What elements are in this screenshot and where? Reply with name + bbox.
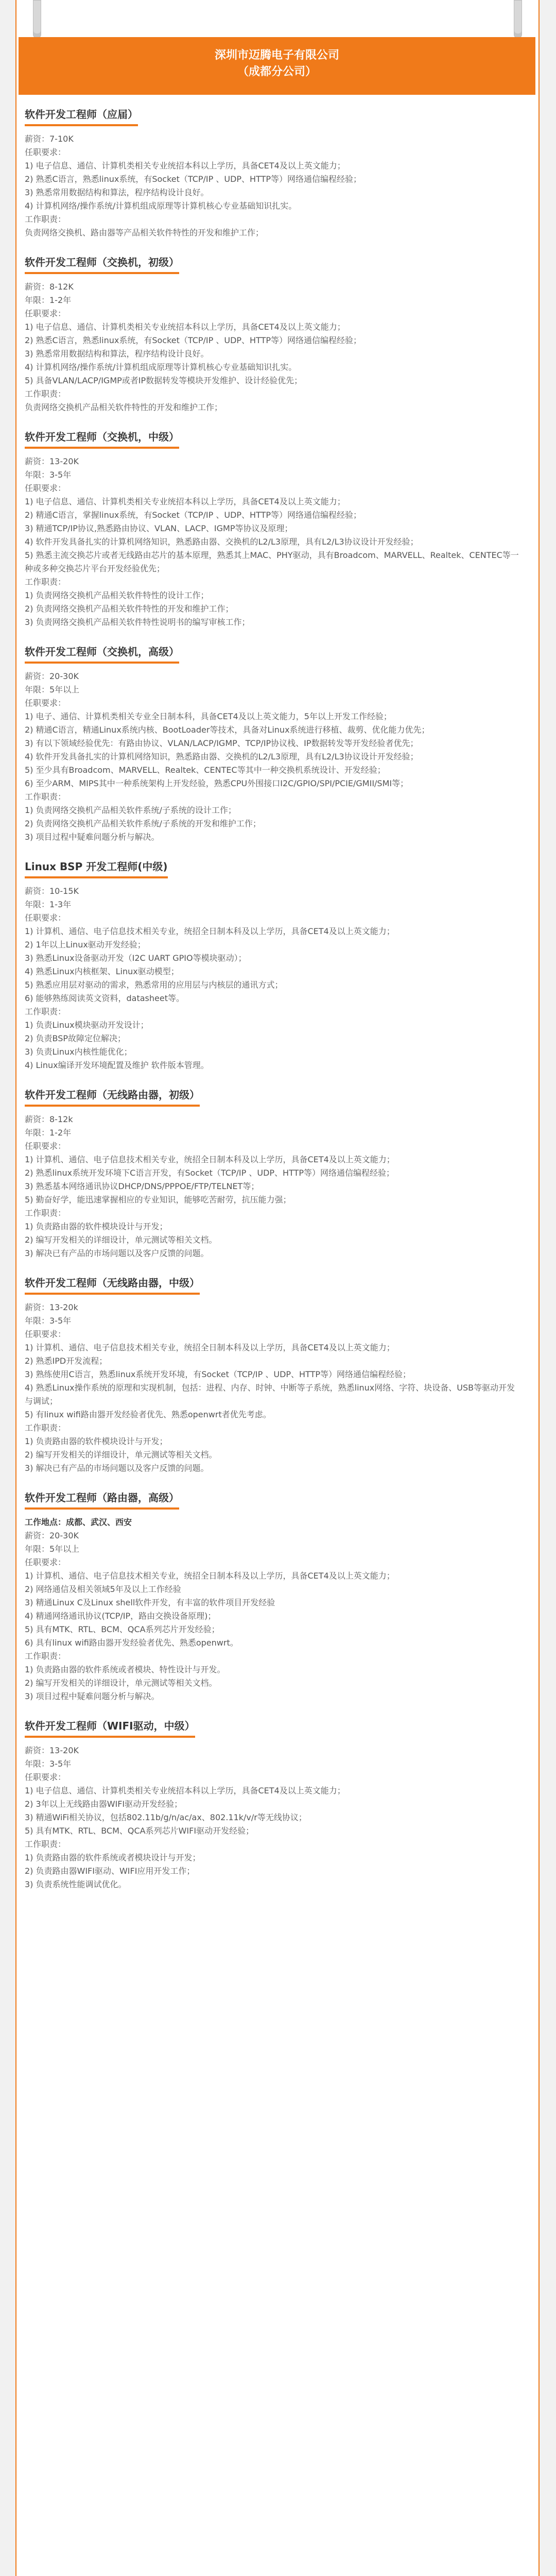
job-title: 软件开发工程师（WIFI驱动，中级） xyxy=(25,1718,195,1738)
job-detail-line: 薪资：10-15K xyxy=(25,886,79,896)
job-detail-line: 工作职责： xyxy=(25,1651,66,1661)
job-detail-line: 3) 解决已有产品的市场问题以及客户反馈的问题。 xyxy=(25,1463,209,1473)
job-detail-line: 3) 精通TCP/IP协议,熟悉路由协议、VLAN、LACP、IGMP等协议及原理； xyxy=(25,523,293,533)
company-name: 深圳市迈腾电子有限公司 xyxy=(214,49,339,62)
job-detail-line: 工作职责： xyxy=(25,1839,66,1849)
job-detail-line: 4) 软件开发具备扎实的计算机网络知识，熟悉路由器、交换机的L2/L3原理，具有L2/L3协议设计开发经验； xyxy=(25,537,419,547)
job-detail-line: 3) 负责系统性能调试优化。 xyxy=(25,1879,127,1889)
job-detail-line: 年限：3-5年 xyxy=(25,1759,72,1769)
job-detail-line: 薪资：8-12k xyxy=(25,1114,73,1124)
job-detail-line: 工作职责： xyxy=(25,214,66,224)
job-detail-line: 任职要求： xyxy=(25,1557,66,1567)
job-detail-line: 2) 负责BSP故障定位解决； xyxy=(25,1033,126,1043)
job-detail-line: 1) 负责Linux模块驱动开发设计； xyxy=(25,1020,149,1030)
job-detail-line: 2) 熟悉C语言，熟悉linux系统，有Socket（TCP/IP 、UDP、HTTP等）网络通信编程经验； xyxy=(25,335,362,345)
job-detail-line: 1) 电子信息、通信、计算机类相关专业统招本科以上学历，具备CET4及以上英文能力； xyxy=(25,161,345,171)
job-detail-line: 薪资：20-30K xyxy=(25,671,79,681)
job-detail-line: 工作职责： xyxy=(25,1423,66,1433)
job-detail-line: 4) 熟悉Linux操作系统的原理和实现机制，包括：进程、内存、时钟、中断等子系统，熟悉linux网络、字符、块设备、USB等驱动开发与调试； xyxy=(25,1383,515,1406)
job-detail-line: 年限：3-5年 xyxy=(25,470,72,480)
job-detail-line: 6) 至少ARM、MIPS其中一种系统架构上开发经验，熟悉CPU外围接口I2C/GPIO/SPI/PCIE/GMII/SMI等； xyxy=(25,778,409,788)
job-detail-line: 2) 编写开发相关的详细设计，单元测试等相关文档。 xyxy=(25,1678,217,1688)
job-detail-line: 5) 至少具有Broadcom、MARVELL、Realtek、CENTEC等其中一种交换机系统设计、开发经验； xyxy=(25,765,386,775)
job-detail-line: 3) 项目过程中疑难问题分析与解决。 xyxy=(25,832,160,842)
job-detail-line: 4) 软件开发具备扎实的计算机网络知识，熟悉路由器、交换机的L2/L3原理，具有L2/L3协议设计开发经验； xyxy=(25,752,419,761)
job-detail-line: 工作职责： xyxy=(25,1208,66,1218)
job-detail-line: 1) 负责路由器的软件模块设计与开发； xyxy=(25,1436,168,1446)
job-detail-line: 1) 负责路由器的软件模块设计与开发； xyxy=(25,1222,168,1231)
job-detail-line: 工作地点：成都、武汉、西安 xyxy=(25,1517,132,1527)
job-section xyxy=(25,429,519,629)
job-detail-line: 1) 计算机、通信、电子信息技术相关专业，统招全日制本科及以上学历，具备CET4及以上英文能力； xyxy=(25,1571,395,1581)
job-detail-line: 任职要求： xyxy=(25,1141,66,1151)
job-detail-line: 4) 熟悉Linux内核框架、Linux驱动模型； xyxy=(25,967,179,976)
binder-clip-left xyxy=(33,0,41,38)
job-section xyxy=(25,106,519,240)
job-detail-line: 2) 网络通信及相关领域5年及以上工作经验 xyxy=(25,1584,181,1594)
job-detail-line: 3) 熟悉常用数据结构和算法，程序结构设计良好。 xyxy=(25,349,209,359)
job-detail-line: 1) 负责路由器的软件系统或者模块、特性设计与开发。 xyxy=(25,1665,225,1674)
job-detail-line: 任职要求： xyxy=(25,1329,66,1339)
job-section xyxy=(25,1718,519,1891)
job-detail-line: 1) 电子、通信、计算机类相关专业全日制本科，具备CET4及以上英文能力，5年以上开发工作经验； xyxy=(25,711,392,721)
job-detail-line: 5) 具备VLAN/LACP/IGMP或者IP数据转发等模块开发维护、设计经验优先； xyxy=(25,376,303,385)
branch-name: （成都分公司） xyxy=(237,65,317,78)
job-title: 软件开发工程师（应届） xyxy=(25,106,138,126)
job-detail-line: 任职要求： xyxy=(25,913,66,923)
job-detail-line: 2) 1年以上Linux驱动开发经验； xyxy=(25,940,146,950)
job-detail-line: 年限：5年以上 xyxy=(25,1544,80,1554)
job-detail-line: 3) 项目过程中疑难问题分析与解决。 xyxy=(25,1691,160,1701)
job-detail-line: 3) 有以下领域经验优先：有路由协议、VLAN/LACP/IGMP、TCP/IP协议栈、IP数据转发等开发经验者优先； xyxy=(25,738,419,748)
job-detail-line: 工作职责： xyxy=(25,1007,66,1016)
job-detail-line: 任职要求： xyxy=(25,483,66,493)
header-banner xyxy=(19,37,535,95)
job-detail-line: 1) 电子信息、通信、计算机类相关专业统招本科以上学历，具备CET4及以上英文能力； xyxy=(25,1786,345,1795)
job-detail-line: 4) 精通网络通讯协议(TCP/IP，路由交换设备原理)； xyxy=(25,1611,216,1621)
job-detail-line: 2) 编写开发相关的详细设计，单元测试等相关文档。 xyxy=(25,1450,217,1460)
job-detail-line: 工作职责： xyxy=(25,389,66,399)
job-detail-line: 2) 熟悉IPD开发流程； xyxy=(25,1356,108,1366)
job-detail-line: 2) 负责路由器WIFI驱动、WIFI应用开发工作； xyxy=(25,1866,195,1876)
job-section xyxy=(25,858,519,1072)
job-detail-line: 5) 具有MTK、RTL、BCM、QCA系列芯片开发经验； xyxy=(25,1624,220,1634)
job-detail-line: 薪资：13-20K xyxy=(25,1745,79,1755)
job-detail-line: 4) 计算机网络/操作系统/计算机组成原理等计算机核心专业基础知识扎实。 xyxy=(25,201,297,211)
job-title: 软件开发工程师（无线路由器，中级） xyxy=(25,1275,200,1295)
job-detail-line: 2) 精通C语言，掌握linux系统，有Socket（TCP/IP 、UDP、HTTP等）网络通信编程经验； xyxy=(25,510,362,520)
job-detail-line: 薪资：8-12K xyxy=(25,282,74,292)
job-detail-line: 负责网络交换机、路由器等产品相关软件特性的开发和维护工作； xyxy=(25,228,264,238)
job-detail-line: 1) 电子信息、通信、计算机类相关专业统招本科以上学历，具备CET4及以上英文能力； xyxy=(25,497,345,506)
job-detail-line: 薪资：13-20k xyxy=(25,1302,78,1312)
job-detail-line: 6) 具有linux wifi路由器开发经验者优先、熟悉openwrt。 xyxy=(25,1638,238,1648)
job-title: 软件开发工程师（路由器，高级） xyxy=(25,1489,179,1510)
job-detail-line: 3) 精通Linux C及Linux shell软件开发，有丰富的软件项目开发经验 xyxy=(25,1598,275,1607)
job-detail-line: 6) 能够熟练阅读英文资料，datasheet等。 xyxy=(25,993,184,1003)
job-detail-line: 年限：1-2年 xyxy=(25,1128,72,1138)
job-section xyxy=(25,1489,519,1703)
job-title: 软件开发工程师（交换机，初级） xyxy=(25,254,179,274)
job-detail-line: 薪资：20-30K xyxy=(25,1531,79,1540)
job-detail-line: 3) 熟悉Linux设备驱动开发（I2C UART GPIO等模块驱动）； xyxy=(25,953,247,963)
job-detail-line: 3) 负责网络交换机产品相关软件特性说明书的编写审核工作； xyxy=(25,617,250,627)
job-title: Linux BSP 开发工程师(中级) xyxy=(25,858,168,878)
job-detail-line: 1) 计算机、通信、电子信息技术相关专业，统招全日制本科及以上学历，具备CET4及以上英文能力； xyxy=(25,926,395,936)
job-detail-line: 5) 勤奋好学，能迅速掌握相应的专业知识，能够吃苦耐劳，抗压能力强； xyxy=(25,1195,291,1205)
job-detail-line: 2) 精通C语言，精通Linux系统内核、BootLoader等技术，具备对Linux系统进行移植、裁剪、优化能力优先； xyxy=(25,725,430,735)
job-section xyxy=(25,1087,519,1260)
job-detail-line: 任职要求： xyxy=(25,147,66,157)
job-detail-line: 1) 计算机、通信、电子信息技术相关专业，统招全日制本科及以上学历，具备CET4及以上英文能力； xyxy=(25,1155,395,1164)
job-detail-line: 1) 电子信息、通信、计算机类相关专业统招本科以上学历，具备CET4及以上英文能力； xyxy=(25,322,345,332)
job-title: 软件开发工程师（交换机，中级） xyxy=(25,429,179,449)
job-detail-line: 薪资：7-10K xyxy=(25,134,74,144)
job-detail-line: 5) 熟悉主流交换芯片或者无线路由芯片的基本原理，熟悉其上MAC、PHY驱动，具有Broadcom、MARVELL、Realtek、CENTEC等一种或多种交换芯片平台开发经验优先； xyxy=(25,550,519,573)
job-detail-line: 3) 解决已有产品的市场问题以及客户反馈的问题。 xyxy=(25,1248,209,1258)
job-detail-line: 5) 熟悉应用层对驱动的需求，熟悉常用的应用层与内核层的通讯方式； xyxy=(25,980,283,990)
job-title: 软件开发工程师（无线路由器，初级） xyxy=(25,1087,200,1107)
job-detail-line: 1) 负责网络交换机产品相关软件特性的设计工作； xyxy=(25,590,209,600)
job-detail-line: 3) 熟悉基本网络通讯协议DHCP/DNS/PPPOE/FTP/TELNET等； xyxy=(25,1181,259,1191)
binder-clip-right xyxy=(514,0,522,38)
job-detail-line: 工作职责： xyxy=(25,792,66,802)
job-detail-line: 1) 负责路由器的软件系统或者模块设计与开发； xyxy=(25,1853,201,1862)
job-detail-line: 3) 熟练使用C语言，熟悉linux系统开发环境，有Socket（TCP/IP 、UDP、HTTP等）网络通信编程经验； xyxy=(25,1369,411,1379)
job-detail-line: 1) 负责网络交换机产品相关软件系统/子系统的设计工作； xyxy=(25,805,236,815)
job-detail-line: 5) 有linux wifi路由器开发经验者优先、熟悉openwrt者优先考虑。 xyxy=(25,1410,271,1419)
job-detail-line: 年限：1-2年 xyxy=(25,295,72,305)
job-section xyxy=(25,1275,519,1475)
job-detail-line: 4) Linux编译开发环境配置及维护 软件版本管理。 xyxy=(25,1060,209,1070)
job-detail-line: 2) 熟悉C语言，熟悉linux系统，有Socket（TCP/IP 、UDP、HTTP等）网络通信编程经验； xyxy=(25,174,362,184)
job-detail-line: 任职要求： xyxy=(25,698,66,708)
job-detail-line: 薪资：13-20K xyxy=(25,456,79,466)
job-detail-line: 年限：3-5年 xyxy=(25,1316,72,1326)
job-detail-line: 3) 精通WiFi相关协议，包括802.11b/g/n/ac/ax、802.11k/v/r等无线协议； xyxy=(25,1812,307,1822)
job-detail-line: 3) 负责Linux内核性能优化； xyxy=(25,1047,132,1057)
job-detail-line: 年限：1-3年 xyxy=(25,900,72,909)
job-section xyxy=(25,643,519,844)
job-detail-line: 任职要求： xyxy=(25,1772,66,1782)
job-detail-line: 3) 熟悉常用数据结构和算法，程序结构设计良好。 xyxy=(25,188,209,197)
job-detail-line: 2) 编写开发相关的详细设计，单元测试等相关文档。 xyxy=(25,1235,217,1245)
job-detail-line: 2) 负责网络交换机产品相关软件系统/子系统的开发和维护工作； xyxy=(25,819,261,828)
job-detail-line: 5) 具有MTK、RTL、BCM、QCA系列芯片WIFI驱动开发经验； xyxy=(25,1826,254,1836)
job-detail-line: 1) 计算机、通信、电子信息技术相关专业，统招全日制本科及以上学历，具备CET4及以上英文能力； xyxy=(25,1343,395,1352)
job-detail-line: 负责网络交换机产品相关软件特性的开发和维护工作； xyxy=(25,402,223,412)
job-list xyxy=(25,106,519,1906)
job-detail-line: 4) 计算机网络/操作系统/计算机组成原理等计算机核心专业基础知识扎实。 xyxy=(25,362,297,372)
job-title: 软件开发工程师（交换机，高级） xyxy=(25,643,179,664)
job-detail-line: 2) 3年以上无线路由器WIFI驱动开发经验； xyxy=(25,1799,183,1809)
job-detail-line: 2) 负责网络交换机产品相关软件特性的开发和维护工作； xyxy=(25,604,234,614)
job-detail-line: 任职要求： xyxy=(25,309,66,318)
job-detail-line: 工作职责： xyxy=(25,577,66,587)
job-section xyxy=(25,254,519,414)
job-detail-line: 2) 熟悉linux系统开发环境下C语言开发，有Socket（TCP/IP 、UDP、HTTP等）网络通信编程经验； xyxy=(25,1168,395,1178)
job-detail-line: 年限：5年以上 xyxy=(25,685,80,694)
